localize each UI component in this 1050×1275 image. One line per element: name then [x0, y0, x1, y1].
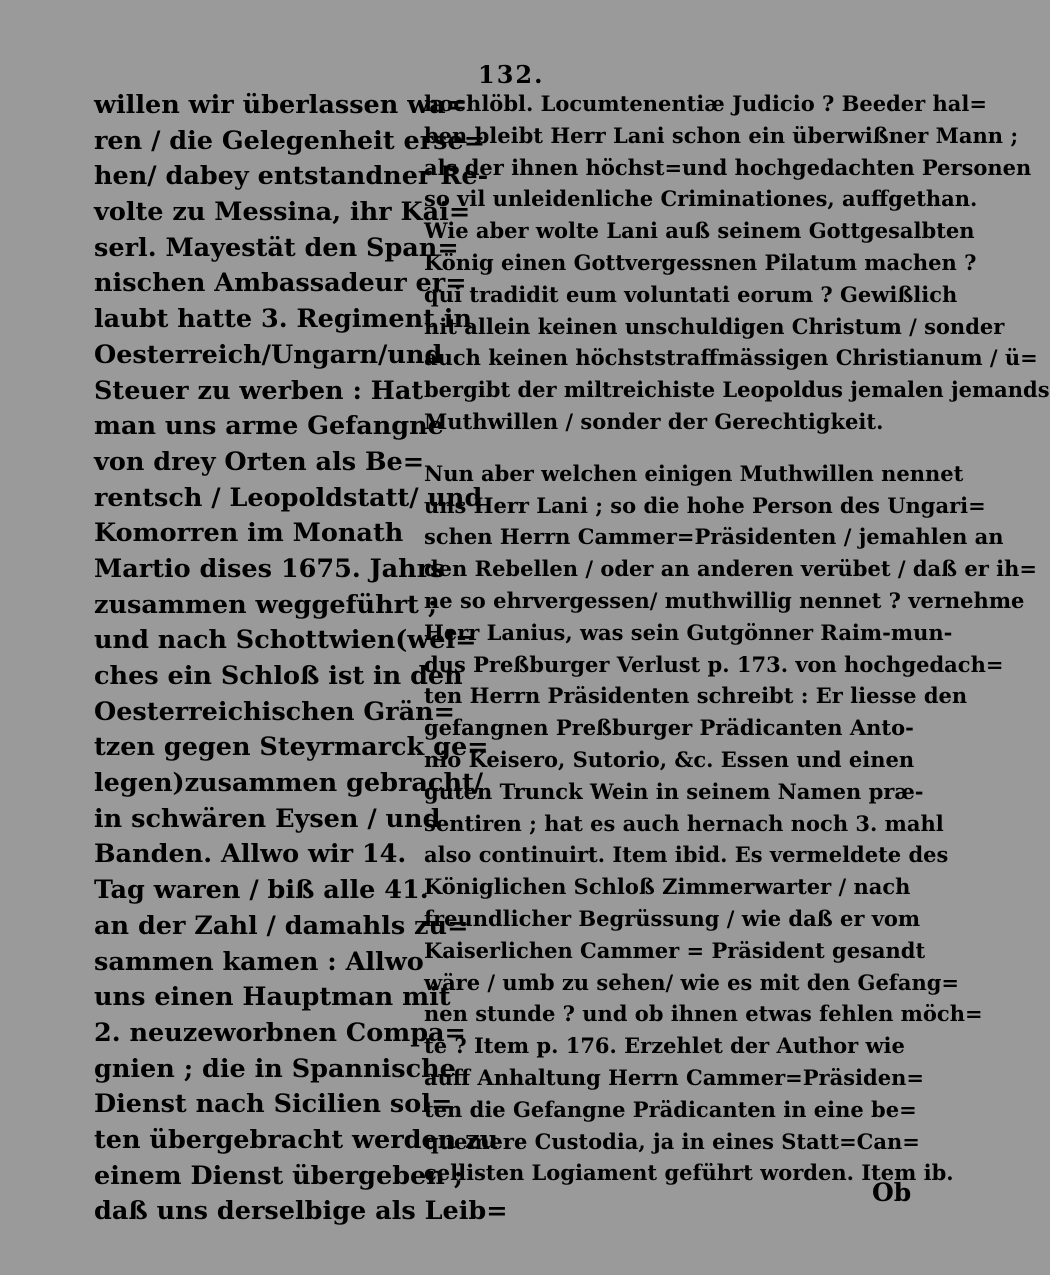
text-line: Tag waren / biß alle 41. — [94, 875, 429, 906]
text-line: nio Keisero, Sutorio, &c. Essen und einen — [424, 746, 915, 772]
left-column — [94, 88, 508, 1230]
text-line: willen wir überlassen wa= — [94, 90, 468, 120]
text-line: Banden. Allwo wir 14. — [94, 839, 407, 870]
text-line: wäre / umb zu sehen/ wie es mit den Gefang= — [424, 969, 959, 995]
text-line: Nun aber welchen einigen Muthwillen nennet — [424, 460, 964, 486]
text-line: rentsch / Leopoldstatt/ und — [94, 482, 483, 513]
text-line: sentiren ; hat es auch hernach noch 3. mahl — [424, 810, 944, 836]
text-line: ren / die Gelegenheit erse= — [94, 125, 486, 156]
text-line: legen)zusammen gebracht/ — [94, 768, 484, 799]
text-line: sammen kamen : Allwo — [94, 946, 424, 977]
text-line: qui tradidit eum voluntati eorum ? Gewißlich — [424, 281, 958, 307]
text-line: laubt hatte 3. Regiment in — [94, 304, 473, 335]
text-line: serl. Mayestät den Span= — [94, 232, 459, 263]
text-line: quemere Custodia, ja in eines Statt=Can= — [424, 1128, 920, 1154]
text-line: zusammen weggeführt ; — [94, 589, 438, 620]
text-line: Oesterreich/Ungarn/und — [94, 339, 443, 370]
text-line: Königlichen Schloß Zimmerwarter / nach — [424, 874, 911, 900]
text-line: Martio dises 1675. Jahrs — [94, 553, 445, 584]
text-line: man uns arme Gefangne — [94, 411, 444, 442]
text-line: Muthwillen / sonder der Gerechtigkeit. — [424, 408, 884, 434]
text-line: bergibt der miltreichiste Leopoldus jemalen jemands — [424, 377, 1050, 403]
text-line: ches ein Schloß ist in den — [94, 661, 463, 691]
text-line: Steuer zu werben : Hat — [94, 375, 424, 406]
text-line: hochlöbl. Locumtenentiæ Judicio ? Beeder hal= — [424, 91, 987, 116]
text-line: an der Zahl / damahls zu= — [94, 910, 469, 941]
text-line: König einen Gottvergessnen Pilatum machen ? — [424, 249, 977, 275]
text-line: schen Herrn Cammer=Präsidenten / jemahlen an — [424, 524, 1004, 550]
text-line: auch keinen höchststraffmässigen Christianum / ü= — [424, 345, 1038, 371]
text-line: und nach Schottwien(wel= — [94, 625, 477, 656]
text-line: tzen gegen Steyrmarck ge= — [94, 732, 489, 763]
text-line: nit allein keinen unschuldigen Christum / sonder — [424, 313, 1005, 339]
text-line: Herr Lanius, was sein Gutgönner Raim-mun- — [424, 619, 953, 645]
text-line: auff Anhaltung Herrn Cammer=Präsiden= — [424, 1064, 924, 1090]
text-line: Oesterreichischen Grän= — [94, 696, 456, 727]
text-line: gnien ; die in Spannische — [94, 1053, 456, 1084]
text-line: ben bleibt Herr Lani schon ein überwißner Mann ; — [424, 122, 1019, 148]
text-line: volte zu Messina, ihr Kai= — [94, 197, 471, 228]
text-line: nischen Ambassadeur er= — [94, 268, 467, 299]
text-line: Komorren im Monath — [94, 518, 404, 549]
text-line: ten übergebracht werden zu — [94, 1124, 499, 1155]
text-line: Wie aber wolte Lani auß seinem Gottgesalbten — [424, 218, 975, 244]
text-line: cellisten Logiament geführt worden. Item ib. — [424, 1160, 954, 1186]
text-line: gefangnen Preßburger Prädicanten Anto- — [424, 715, 914, 741]
text-line: freundlicher Begrüssung / wie daß er vom — [424, 905, 921, 931]
text-line: uns einen Hauptman mit — [94, 982, 451, 1013]
text-line: als der ihnen höchst=und hochgedachten Personen — [424, 154, 1032, 180]
paragraph-gap — [424, 438, 930, 458]
text-line: einem Dienst übergeben ; — [94, 1160, 464, 1191]
text-line: von drey Orten als Be= — [94, 446, 425, 477]
text-line: uns Herr Lani ; so die hohe Person des Ungari= — [424, 492, 986, 518]
right-column — [424, 88, 1050, 1189]
text-line: dus Preßburger Verlust p. 173. von hochgedach= — [424, 651, 1004, 677]
text-line: daß uns derselbige als Leib= — [94, 1196, 508, 1227]
catchword: Ob — [872, 1178, 912, 1207]
text-line: so vil unleidenliche Criminationes, auffgethan. — [424, 186, 978, 212]
text-line: 2. neuzeworbnen Compa= — [94, 1017, 466, 1048]
text-line: ne so ehrvergessen/ muthwillig nennet ? vernehme — [424, 587, 1025, 613]
text-line: te ? Item p. 176. Erzehlet der Author wie — [424, 1033, 905, 1059]
text-line: Kaiserlichen Cammer = Präsident gesandt — [424, 937, 926, 963]
text-line: Dienst nach Sicilien sol= — [94, 1089, 453, 1120]
text-line: guten Trunck Wein in seinem Namen præ- — [424, 778, 924, 804]
text-line: in schwären Eysen / und — [94, 803, 441, 834]
text-line: also continuirt. Item ibid. Es vermeldete des — [424, 842, 949, 868]
text-line: hen/ dabey entstandner Re- — [94, 161, 489, 192]
text-line: ten Herrn Präsidenten schreibt : Er liesse den — [424, 683, 968, 709]
text-line: ten die Gefangne Prädicanten in eine be= — [424, 1096, 917, 1122]
text-line: den Rebellen / oder an anderen verübet / daß er ih= — [424, 556, 1037, 582]
text-line: nen stunde ? und ob ihnen etwas fehlen möch= — [424, 1001, 983, 1027]
page-number: 132. — [478, 60, 545, 89]
